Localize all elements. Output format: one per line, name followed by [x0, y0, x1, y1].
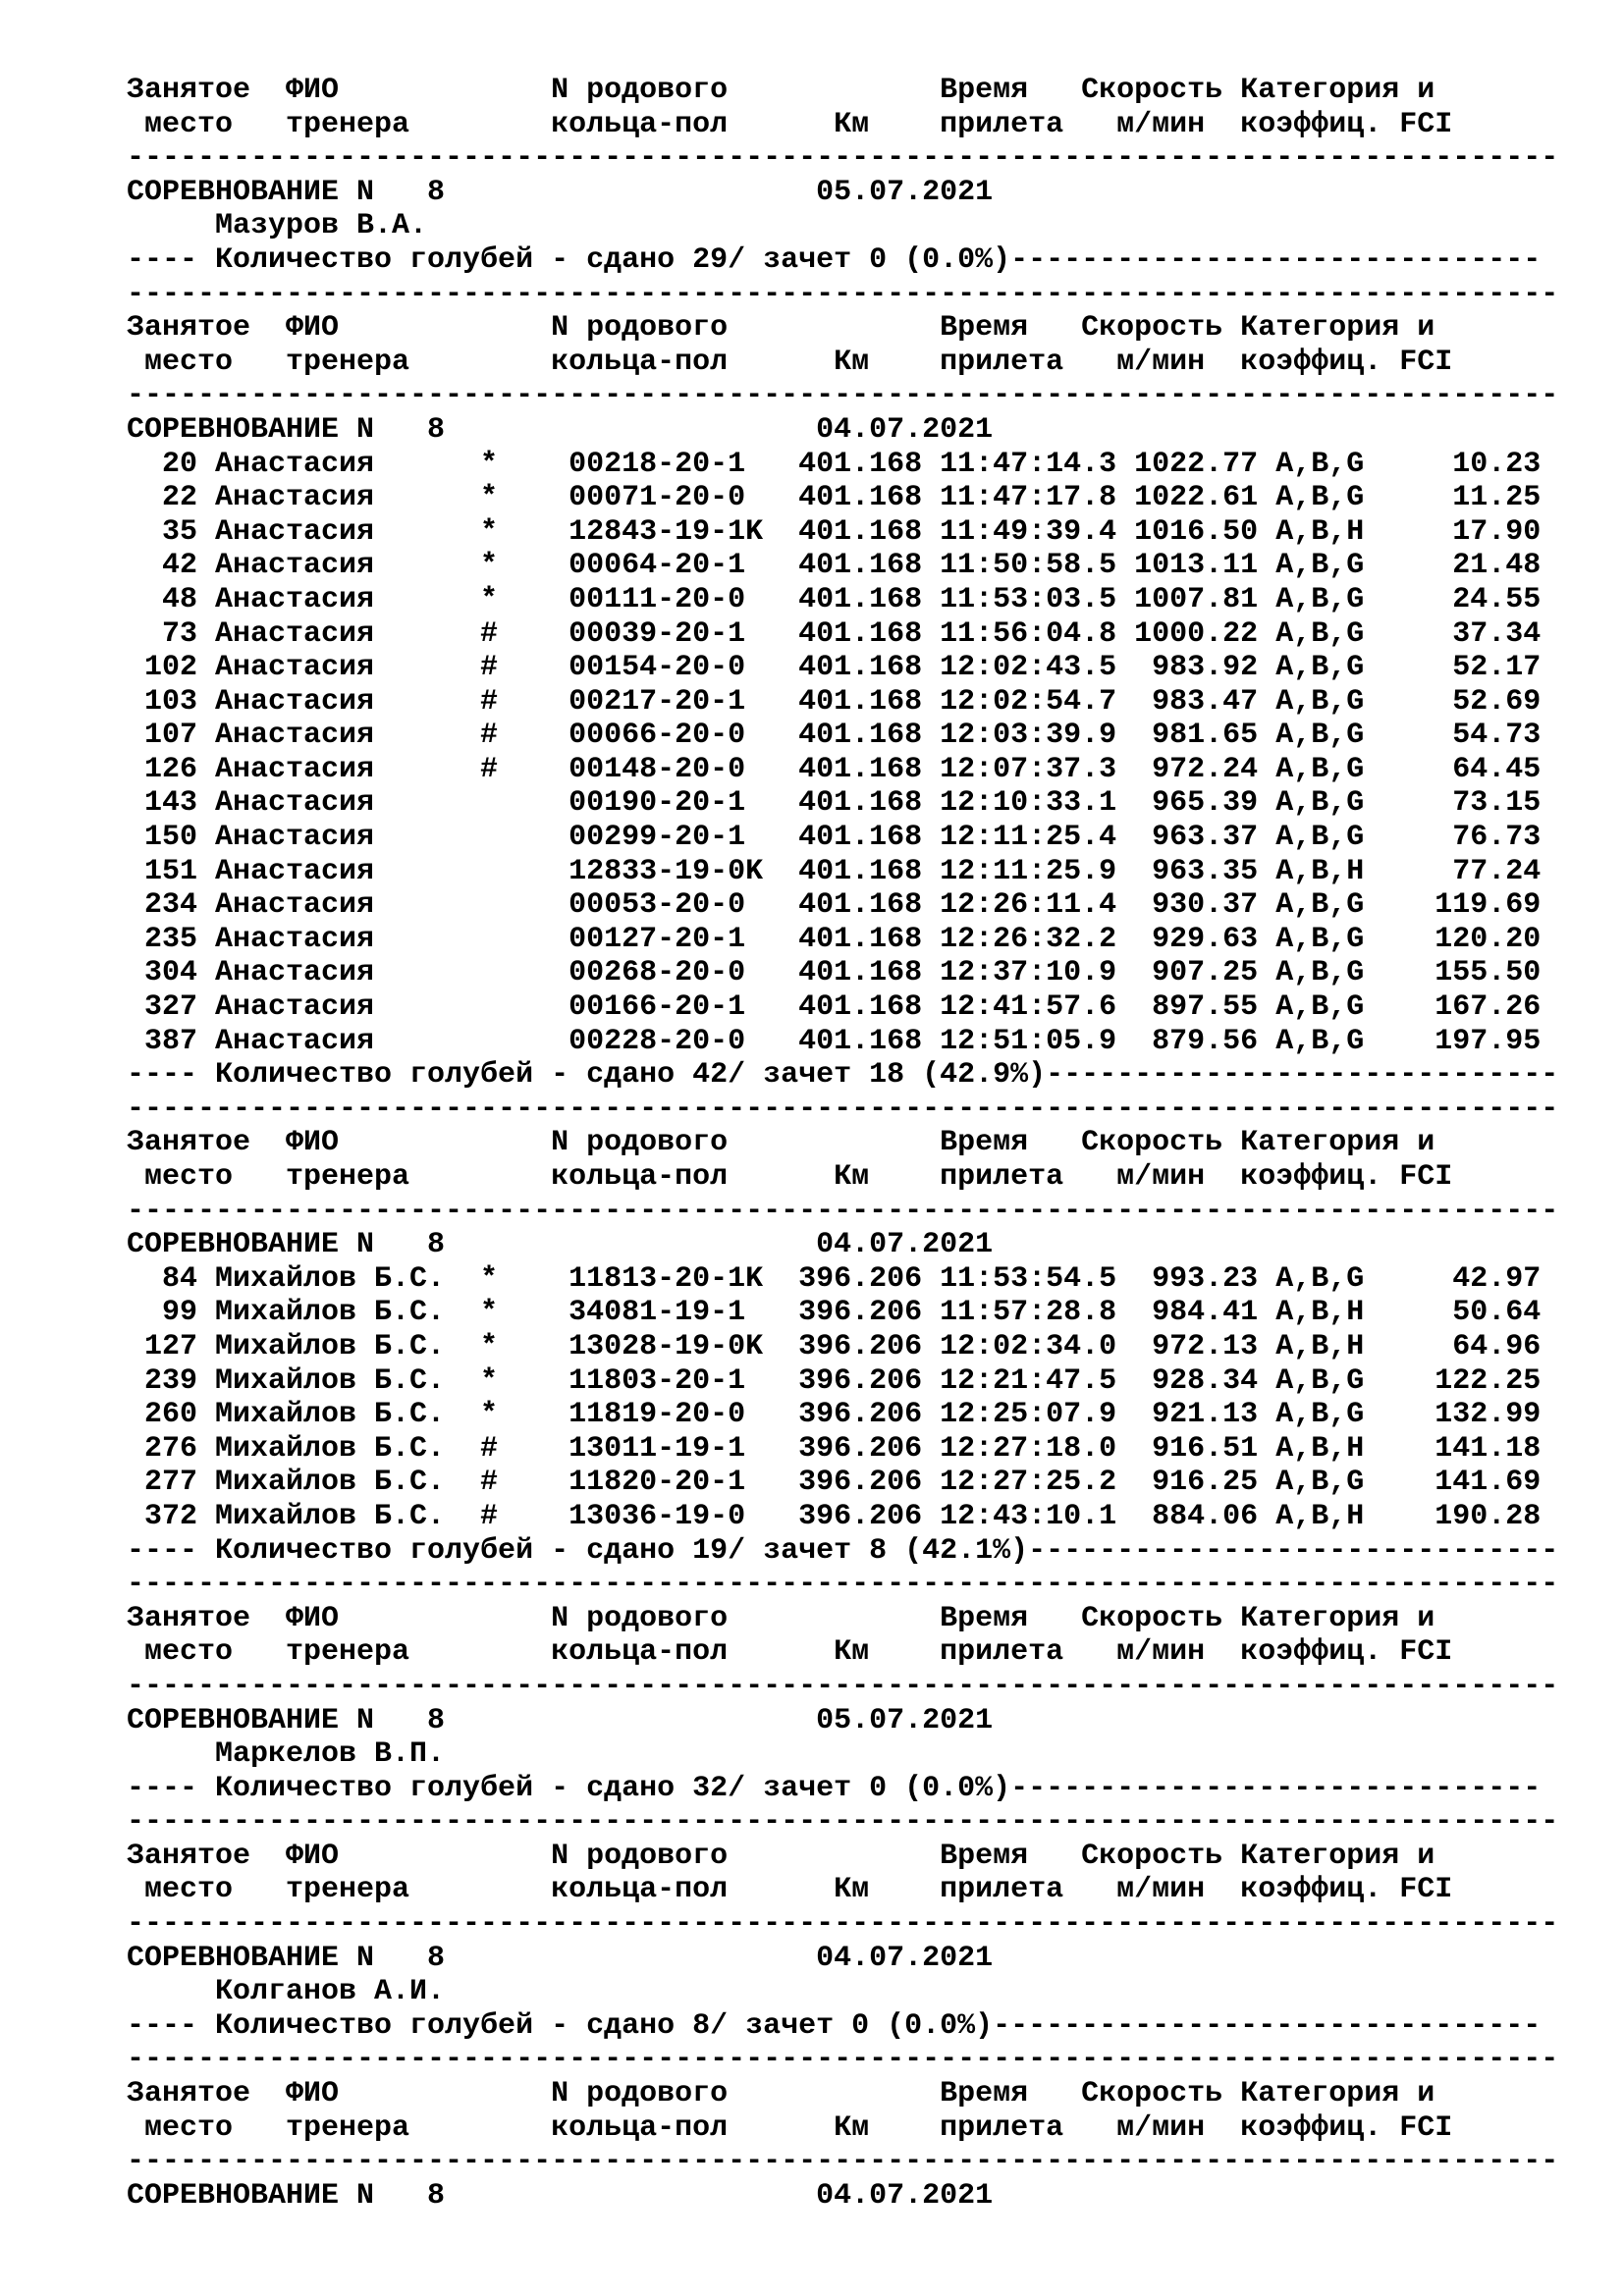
column-header-line: Занятое ФИО N родового Время Скорость Категория и: [127, 311, 1435, 346]
result-row: 150 Анастасия 00299-20-1 401.168 12:11:25.4 963.37 A,B,G 76.73: [127, 821, 1542, 855]
result-row: 235 Анастасия 00127-20-1 401.168 12:26:32.2 929.63 A,B,G 120.20: [127, 922, 1542, 956]
result-row: 327 Анастасия 00166-20-1 401.168 12:41:57.6 897.55 A,B,G 167.26: [127, 990, 1542, 1025]
column-header-line: место тренера кольца-пол Км прилета м/мин коэффиц. FCI: [127, 1873, 1453, 1907]
column-header-line: Занятое ФИО N родового Время Скорость Категория и: [127, 1839, 1435, 1873]
competition-header: СОРЕВНОВАНИЕ N 8 04.07.2021: [127, 1941, 994, 1975]
separator-line: ---------------------------------------------------------------------------------: [127, 277, 1559, 311]
result-row: 277 Михайлов Б.С. # 11820-20-1 396.206 12:27:25.2 916.25 A,B,G 141.69: [127, 1466, 1542, 1500]
trainer-name: Маркелов В.П.: [127, 1737, 446, 1772]
result-row: 304 Анастасия 00268-20-0 401.168 12:37:10.9 907.25 A,B,G 155.50: [127, 956, 1542, 990]
result-row: 260 Михайлов Б.С. * 11819-20-0 396.206 12:25:07.9 921.13 A,B,G 132.99: [127, 1398, 1542, 1432]
summary-line: ---- Количество голубей - сдано 29/ зачет 0 (0.0%)------------------------------: [127, 242, 1542, 277]
column-header-line: Занятое ФИО N родового Время Скорость Категория и: [127, 74, 1435, 107]
result-row: 84 Михайлов Б.С. * 11813-20-1K 396.206 11:53:54.5 993.23 A,B,G 42.97: [127, 1261, 1542, 1296]
summary-line: ---- Количество голубей - сдано 19/ зачет 8 (42.1%)------------------------------: [127, 1533, 1559, 1568]
result-row: 35 Анастасия * 12843-19-1K 401.168 11:49:39.4 1016.50 A,B,H 17.90: [127, 514, 1542, 549]
column-header-line: Занятое ФИО N родового Время Скорость Категория и: [127, 1126, 1435, 1160]
result-row: 42 Анастасия * 00064-20-1 401.168 11:50:58.5 1013.11 A,B,G 21.48: [127, 549, 1542, 583]
column-header-line: место тренера кольца-пол Км прилета м/мин коэффиц. FCI: [127, 107, 1453, 141]
result-row: 102 Анастасия # 00154-20-0 401.168 12:02:43.5 983.92 A,B,G 52.17: [127, 651, 1542, 685]
competition-header: СОРЕВНОВАНИЕ N 8 05.07.2021: [127, 1703, 994, 1737]
result-row: 151 Анастасия 12833-19-0K 401.168 12:11:25.9 963.35 A,B,H 77.24: [127, 854, 1542, 888]
result-row: 73 Анастасия # 00039-20-1 401.168 11:56:04.8 1000.22 A,B,G 37.34: [127, 616, 1542, 651]
column-header-line: место тренера кольца-пол Км прилета м/мин коэффиц. FCI: [127, 1160, 1453, 1194]
result-row: 22 Анастасия * 00071-20-0 401.168 11:47:17.8 1022.61 A,B,G 11.25: [127, 481, 1542, 515]
column-header-line: место тренера кольца-пол Км прилета м/мин коэффиц. FCI: [127, 345, 1453, 379]
column-header-line: Занятое ФИО N родового Время Скорость Категория и: [127, 2077, 1435, 2111]
result-row: 143 Анастасия 00190-20-1 401.168 12:10:33.1 965.39 A,B,G 73.15: [127, 786, 1542, 821]
competition-header: СОРЕВНОВАНИЕ N 8 04.07.2021: [127, 2178, 994, 2213]
separator-line: ---------------------------------------------------------------------------------: [127, 1092, 1559, 1126]
summary-line: ---- Количество голубей - сдано 42/ зачет 18 (42.9%)-----------------------------: [127, 1058, 1559, 1093]
column-header-line: Занятое ФИО N родового Время Скорость Категория и: [127, 1601, 1435, 1635]
trainer-name: Колганов А.И.: [127, 1975, 446, 2009]
result-row: 276 Михайлов Б.С. # 13011-19-1 396.206 12:27:18.0 916.51 A,B,H 141.18: [127, 1431, 1542, 1466]
result-row: 99 Михайлов Б.С. * 34081-19-1 396.206 11:57:28.8 984.41 A,B,H 50.64: [127, 1296, 1542, 1330]
separator-line: ---------------------------------------------------------------------------------: [127, 2043, 1559, 2077]
competition-header: СОРЕВНОВАНИЕ N 8 04.07.2021: [127, 412, 994, 447]
separator-line: ---------------------------------------------------------------------------------: [127, 1669, 1559, 1703]
column-header-line: место тренера кольца-пол Км прилета м/мин коэффиц. FCI: [127, 2110, 1453, 2145]
result-row: 239 Михайлов Б.С. * 11803-20-1 396.206 12:21:47.5 928.34 A,B,G 122.25: [127, 1363, 1542, 1398]
result-row: 20 Анастасия * 00218-20-1 401.168 11:47:14.3 1022.77 A,B,G 10.23: [127, 447, 1542, 481]
column-header-line: место тренера кольца-пол Км прилета м/мин коэффиц. FCI: [127, 1635, 1453, 1670]
separator-line: ---------------------------------------------------------------------------------: [127, 1907, 1559, 1942]
result-row: 387 Анастасия 00228-20-0 401.168 12:51:05.9 879.56 A,B,G 197.95: [127, 1024, 1542, 1058]
competition-header: СОРЕВНОВАНИЕ N 8 04.07.2021: [127, 1228, 994, 1262]
separator-line: ---------------------------------------------------------------------------------: [127, 1805, 1559, 1840]
summary-line: ---- Количество голубей - сдано 32/ зачет 0 (0.0%)------------------------------: [127, 1771, 1542, 1805]
results-document: [127, 74, 1599, 2213]
result-row: 126 Анастасия # 00148-20-0 401.168 12:07:37.3 972.24 A,B,G 64.45: [127, 752, 1542, 786]
summary-line: ---- Количество голубей - сдано 8/ зачет 0 (0.0%)-------------------------------: [127, 2008, 1542, 2043]
competition-header: СОРЕВНОВАНИЕ N 8 05.07.2021: [127, 175, 994, 209]
result-row: 372 Михайлов Б.С. # 13036-19-0 396.206 12:43:10.1 884.06 A,B,H 190.28: [127, 1499, 1542, 1533]
trainer-name: Мазуров В.А.: [127, 209, 428, 243]
result-row: 48 Анастасия * 00111-20-0 401.168 11:53:03.5 1007.81 A,B,G 24.55: [127, 582, 1542, 616]
separator-line: ---------------------------------------------------------------------------------: [127, 379, 1559, 413]
separator-line: ---------------------------------------------------------------------------------: [127, 2145, 1559, 2179]
separator-line: ---------------------------------------------------------------------------------: [127, 1568, 1559, 1602]
separator-line: ---------------------------------------------------------------------------------: [127, 141, 1559, 176]
result-row: 234 Анастасия 00053-20-0 401.168 12:26:11.4 930.37 A,B,G 119.69: [127, 888, 1542, 923]
result-row: 107 Анастасия # 00066-20-0 401.168 12:03:39.9 981.65 A,B,G 54.73: [127, 719, 1542, 753]
result-row: 103 Анастасия # 00217-20-1 401.168 12:02:54.7 983.47 A,B,G 52.69: [127, 684, 1542, 719]
result-row: 127 Михайлов Б.С. * 13028-19-0K 396.206 12:02:34.0 972.13 A,B,H 64.96: [127, 1329, 1542, 1363]
separator-line: ---------------------------------------------------------------------------------: [127, 1194, 1559, 1228]
